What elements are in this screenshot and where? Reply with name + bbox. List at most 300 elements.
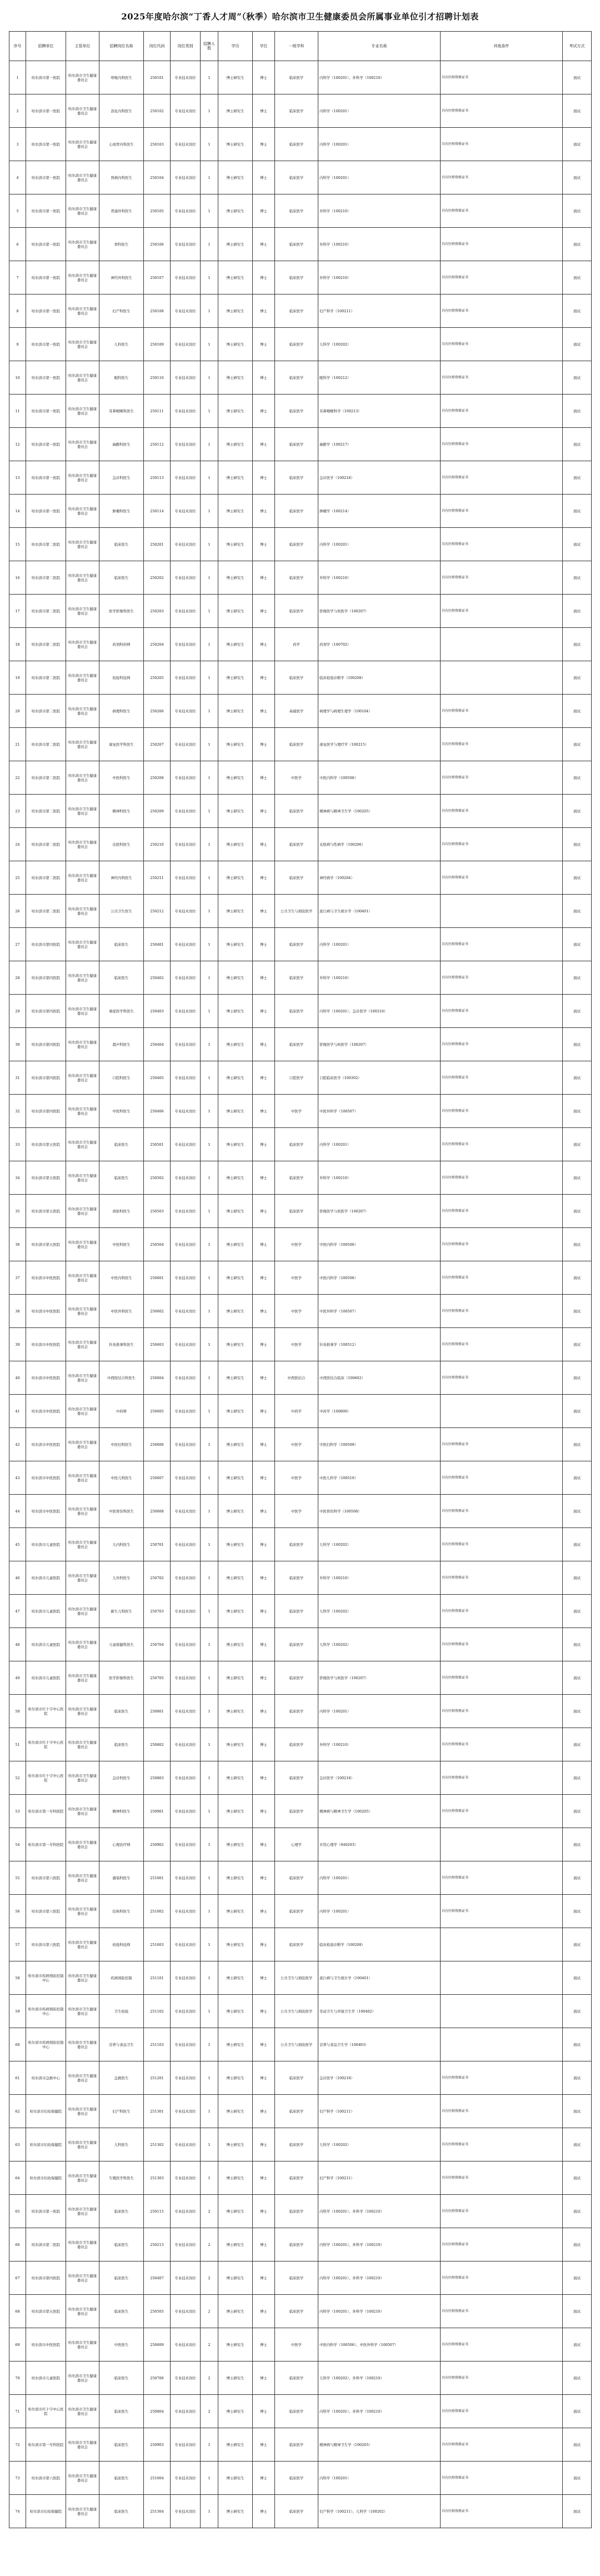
table-cell: 250502: [144, 1161, 171, 1195]
table-cell: 博士研究生: [218, 1528, 253, 1561]
table-cell: 博士: [253, 2195, 275, 2228]
table-cell: 博士: [253, 795, 275, 828]
table-cell: 1: [201, 1595, 218, 1628]
table-cell: 具有医师资格证书: [441, 828, 563, 861]
table-cell: 博士研究生: [218, 1228, 253, 1261]
table-cell: 46: [9, 1561, 26, 1595]
table-row: [9, 395, 592, 428]
table-cell: 应用心理学（040203）: [318, 1828, 441, 1861]
table-row: [9, 1061, 592, 1095]
table-cell: 250113: [144, 461, 171, 495]
table-cell: 博士: [253, 1761, 275, 1795]
table-row: [9, 2195, 592, 2228]
table-cell: 公共卫生与预防医学: [275, 1995, 318, 2028]
table-cell: 专业技术岗位: [171, 94, 201, 128]
table-cell: 博士研究生: [218, 1295, 253, 1328]
table-cell: 公共卫生与预防医学: [275, 895, 318, 928]
table-cell: 15: [9, 528, 26, 561]
table-cell: 具有医师资格证书: [441, 1328, 563, 1361]
table-cell: 哈尔滨市卫生健康委员会: [66, 1095, 99, 1128]
table-cell: 博士研究生: [218, 461, 253, 495]
table-cell: 哈尔滨市卫生健康委员会: [66, 1795, 99, 1828]
table-cell: 哈尔滨市卫生健康委员会: [66, 1495, 99, 1528]
table-cell: 博士研究生: [218, 1028, 253, 1061]
table-cell: 专业技术岗位: [171, 795, 201, 828]
table-cell: 面试: [563, 2395, 592, 2428]
table-cell: 1: [201, 2095, 218, 2128]
table-cell: 专业技术岗位: [171, 2028, 201, 2061]
table-cell: 面试: [563, 1861, 592, 1895]
table-cell: 面试: [563, 1761, 592, 1795]
table-cell: 妇产科学（100211）: [318, 2161, 441, 2195]
table-row: [9, 1161, 592, 1195]
table-cell: 13: [9, 461, 26, 495]
table-cell: 哈尔滨市中医医院: [26, 1461, 66, 1495]
table-cell: 哈尔滨市中医医院: [26, 1295, 66, 1328]
table-cell: 面试: [563, 2195, 592, 2228]
table-row: [9, 1961, 592, 1995]
table-cell: 博士研究生: [218, 2128, 253, 2161]
table-cell: 中医内科学（100506）: [318, 1228, 441, 1261]
table-cell: 博士: [253, 1695, 275, 1728]
table-cell: 51: [9, 1728, 26, 1761]
table-cell: 博士研究生: [218, 2495, 253, 2528]
table-cell: 面试: [563, 1995, 592, 2028]
table-cell: 专业技术岗位: [171, 561, 201, 595]
table-cell: 博士: [253, 2095, 275, 2128]
table-cell: 具有医师资格证书: [441, 294, 563, 328]
table-cell: 内科学（100201）、外科学（100210）: [318, 61, 441, 94]
table-cell: 具有医师资格证书: [441, 1128, 563, 1161]
table-cell: 面试: [563, 728, 592, 761]
table-cell: 临床医学: [275, 795, 318, 828]
table-cell: 临床医学: [275, 1161, 318, 1195]
table-cell: 具有医师资格证书: [441, 861, 563, 895]
table-cell: 博士研究生: [218, 1795, 253, 1828]
table-cell: 专业技术岗位: [171, 194, 201, 228]
table-cell: 面试: [563, 495, 592, 528]
table-cell: 250205: [144, 661, 171, 695]
table-cell: 1: [201, 161, 218, 194]
table-cell: 博士: [253, 2295, 275, 2328]
table-cell: 临床医学: [275, 2295, 318, 2328]
table-cell: 2: [9, 94, 26, 128]
table-row: [9, 1328, 592, 1361]
table-cell: 博士研究生: [218, 1928, 253, 1961]
table-cell: 内科学（100201）、外科学（100210）: [318, 2262, 441, 2295]
table-cell: 中医科医生: [99, 761, 144, 795]
table-row: [9, 2028, 592, 2061]
table-cell: 内科学（100201）: [318, 1895, 441, 1928]
table-cell: 博士: [253, 661, 275, 695]
table-cell: 影像医学与核医学（100207）: [318, 595, 441, 628]
table-cell: 专业技术岗位: [171, 1428, 201, 1461]
table-cell: 面试: [563, 2228, 592, 2262]
table-cell: 临床医学: [275, 1561, 318, 1595]
table-cell: 生殖医学科医生: [99, 2161, 144, 2195]
table-cell: 哈尔滨市第四医院: [26, 1061, 66, 1095]
table-cell: 面试: [563, 1561, 592, 1595]
table-cell: 博士: [253, 628, 275, 661]
table-cell: 哈尔滨市卫生健康委员会: [66, 1461, 99, 1495]
table-cell: 1: [201, 528, 218, 561]
table-cell: 专业技术岗位: [171, 1728, 201, 1761]
table-cell: 专业技术岗位: [171, 395, 201, 428]
table-cell: 临床医学: [275, 161, 318, 194]
header-cell: 学历: [218, 32, 253, 61]
table-cell: 面试: [563, 1461, 592, 1495]
table-row: [9, 2161, 592, 2195]
table-cell: 1: [201, 1528, 218, 1561]
table-cell: 1: [201, 995, 218, 1028]
table-cell: 临床医学: [275, 1028, 318, 1061]
table-cell: 1: [201, 895, 218, 928]
table-cell: 1: [201, 461, 218, 495]
table-cell: 哈尔滨市卫生健康委员会: [66, 695, 99, 728]
table-cell: 博士: [253, 1728, 275, 1761]
table-cell: 专业技术岗位: [171, 828, 201, 861]
table-cell: 面试: [563, 2462, 592, 2495]
table-cell: 儿科学（100202）: [318, 1595, 441, 1628]
table-cell: 专业技术岗位: [171, 428, 201, 461]
table-cell: 临床医学: [275, 1761, 318, 1795]
table-cell: 精神病与精神卫生学（100205）: [318, 2428, 441, 2462]
table-cell: 面试: [563, 61, 592, 94]
table-cell: 中医内科学（100506）、中医外科学（100507）: [318, 2328, 441, 2362]
table-row: [9, 1095, 592, 1128]
table-cell: 专业技术岗位: [171, 1261, 201, 1295]
table-cell: 面试: [563, 1228, 592, 1261]
table-cell: 251201: [144, 2061, 171, 2095]
table-cell: 博士研究生: [218, 1328, 253, 1361]
table-cell: 临床医生: [99, 1728, 144, 1761]
table-cell: 哈尔滨市第五医院: [26, 1228, 66, 1261]
table-cell: 药剂科药师: [99, 628, 144, 661]
table-cell: 专业技术岗位: [171, 1195, 201, 1228]
table-cell: 专业技术岗位: [171, 2362, 201, 2395]
table-cell: 1: [201, 2061, 218, 2095]
table-cell: 临床医学: [275, 94, 318, 128]
table-cell: 250401: [144, 928, 171, 961]
table-cell: 哈尔滨市第一专科医院: [26, 2428, 66, 2462]
table-cell: 中医学: [275, 1428, 318, 1461]
table-cell: 250804: [144, 2395, 171, 2428]
table-row: [9, 1595, 592, 1628]
table-cell: 1: [201, 1761, 218, 1795]
table-cell: 博士研究生: [218, 1895, 253, 1928]
table-cell: 基础医学: [275, 695, 318, 728]
table-cell: 专业技术岗位: [171, 328, 201, 361]
table-cell: 哈尔滨市第二医院: [26, 528, 66, 561]
table-cell: 博士: [253, 1895, 275, 1928]
table-cell: 专业技术岗位: [171, 1695, 201, 1728]
table-cell: 62: [9, 2095, 26, 2128]
table-cell: 69: [9, 2328, 26, 2362]
table-cell: 面试: [563, 1661, 592, 1695]
table-row: [9, 1728, 592, 1761]
table-row: [9, 1461, 592, 1495]
table-cell: 250112: [144, 428, 171, 461]
table-cell: 博士研究生: [218, 261, 253, 294]
table-row: [9, 1528, 592, 1561]
table-cell: 哈尔滨市卫生健康委员会: [66, 1728, 99, 1761]
table-row: [9, 2328, 592, 2362]
header-cell: 招聘单位: [26, 32, 66, 61]
table-cell: 针灸推拿科医生: [99, 1328, 144, 1361]
table-cell: 250501: [144, 1128, 171, 1161]
table-cell: 具有医师资格证书: [441, 1195, 563, 1228]
table-cell: 临床医生: [99, 2228, 144, 2262]
table-cell: 临床医学: [275, 995, 318, 1028]
table-cell: 博士: [253, 228, 275, 261]
table-cell: 哈尔滨市卫生健康委员会: [66, 1695, 99, 1728]
table-row: [9, 1028, 592, 1061]
table-cell: 250211: [144, 861, 171, 895]
table-cell: 250706: [144, 2362, 171, 2395]
table-cell: 皮肤科医生: [99, 828, 144, 861]
table-cell: 临床医学: [275, 128, 318, 161]
table-cell: 1: [201, 1795, 218, 1828]
table-cell: 专业技术岗位: [171, 2495, 201, 2528]
table-cell: 具有医师资格证书: [441, 2395, 563, 2428]
table-cell: 250602: [144, 1295, 171, 1328]
table-cell: 具有医师资格证书: [441, 1561, 563, 1595]
table-cell: 面试: [563, 1728, 592, 1761]
table-cell: 博士研究生: [218, 1195, 253, 1228]
table-cell: 博士: [253, 895, 275, 928]
table-row: [9, 1628, 592, 1661]
table-cell: 21: [9, 728, 26, 761]
table-cell: 博士研究生: [218, 2161, 253, 2195]
table-cell: 具有医师资格证书: [441, 1661, 563, 1695]
table-cell: 哈尔滨市第五医院: [26, 1128, 66, 1161]
table-cell: 专业技术岗位: [171, 1228, 201, 1261]
table-cell: 博士: [253, 1495, 275, 1528]
table-cell: 中医内科学（100506）: [318, 761, 441, 795]
table-cell: 专业技术岗位: [171, 2095, 201, 2128]
table-cell: 哈尔滨市卫生健康委员会: [66, 1595, 99, 1628]
table-cell: 影像医学与核医学（100207）: [318, 1028, 441, 1061]
table-cell: 26: [9, 895, 26, 928]
table-cell: 哈尔滨市卫生健康委员会: [66, 961, 99, 995]
table-cell: 中医外科医生: [99, 1295, 144, 1328]
table-cell: 具有医师资格证书: [441, 2128, 563, 2161]
table-cell: 哈尔滨市红十字中心医院: [26, 1695, 66, 1728]
table-cell: 250210: [144, 828, 171, 861]
table-cell: 博士研究生: [218, 194, 253, 228]
table-cell: 14: [9, 495, 26, 528]
table-cell: 哈尔滨市第二医院: [26, 828, 66, 861]
table-cell: 专业技术岗位: [171, 1295, 201, 1328]
table-cell: 中医学: [275, 1461, 318, 1495]
table-cell: 临床医学: [275, 2195, 318, 2228]
table-cell: 哈尔滨市儿童医院: [26, 1528, 66, 1561]
table-cell: 具有医师资格证书: [441, 1795, 563, 1828]
table-cell: 哈尔滨市卫生健康委员会: [66, 1161, 99, 1195]
table-cell: 哈尔滨市卫生健康委员会: [66, 1295, 99, 1328]
table-cell: 250403: [144, 995, 171, 1028]
table-cell: 博士: [253, 2061, 275, 2095]
table-cell: 博士: [253, 961, 275, 995]
table-cell: 专业技术岗位: [171, 2195, 201, 2228]
table-cell: 博士: [253, 2462, 275, 2495]
table-cell: 博士: [253, 1861, 275, 1895]
table-cell: 哈尔滨市卫生健康委员会: [66, 94, 99, 128]
table-cell: 临床医学: [275, 1928, 318, 1961]
table-row: [9, 1861, 592, 1895]
table-cell: 哈尔滨市第一医院: [26, 2195, 66, 2228]
table-cell: 博士: [253, 995, 275, 1028]
table-cell: 具有医师资格证书: [441, 128, 563, 161]
table-cell: 哈尔滨市第五医院: [26, 1195, 66, 1228]
table-cell: 面试: [563, 961, 592, 995]
table-cell: 专业技术岗位: [171, 1561, 201, 1595]
table-cell: [441, 1395, 563, 1428]
table-cell: 口腔科医生: [99, 1061, 144, 1095]
table-row: [9, 1995, 592, 2028]
table-cell: 250201: [144, 528, 171, 561]
table-cell: 临床医学: [275, 961, 318, 995]
table-cell: 哈尔滨市卫生健康委员会: [66, 2495, 99, 2528]
table-cell: 具有医师资格证书: [441, 2462, 563, 2495]
table-cell: 251003: [144, 1928, 171, 1961]
table-cell: 哈尔滨市卫生健康委员会: [66, 2195, 99, 2228]
table-cell: 250801: [144, 1695, 171, 1728]
table-cell: 哈尔滨市第五医院: [26, 2295, 66, 2328]
table-cell: 面试: [563, 461, 592, 495]
table-cell: 临床医学: [275, 61, 318, 94]
table-row: [9, 1128, 592, 1161]
table-cell: 面试: [563, 1128, 592, 1161]
table-cell: 博士: [253, 1095, 275, 1128]
table-cell: 检验科技师: [99, 661, 144, 695]
table-cell: 专业技术岗位: [171, 1628, 201, 1661]
table-cell: 250704: [144, 1628, 171, 1661]
table-row: [9, 2428, 592, 2462]
table-cell: 250604: [144, 1361, 171, 1395]
table-cell: 博士研究生: [218, 1395, 253, 1428]
table-row: [9, 261, 592, 294]
table-cell: 33: [9, 1128, 26, 1161]
table-cell: 具有医师资格证书: [441, 795, 563, 828]
table-cell: 面试: [563, 1361, 592, 1395]
table-cell: 临床医学: [275, 428, 318, 461]
table-cell: 皮肤病与性病学（100206）: [318, 828, 441, 861]
table-cell: 博士: [253, 328, 275, 361]
table-cell: 面试: [563, 1428, 592, 1461]
table-cell: 博士研究生: [218, 995, 253, 1028]
table-cell: 250608: [144, 1495, 171, 1528]
table-cell: 中医内科学（100506）: [318, 1261, 441, 1295]
table-cell: 内科学（100201）: [318, 928, 441, 961]
table-cell: 中医骨伤科医生: [99, 1495, 144, 1528]
table-cell: 妇产科医生: [99, 294, 144, 328]
table-cell: 专业技术岗位: [171, 1795, 201, 1828]
table-cell: 中药师: [99, 1395, 144, 1428]
table-cell: 博士研究生: [218, 2395, 253, 2428]
table-cell: 1: [201, 2161, 218, 2195]
table-cell: 专业技术岗位: [171, 461, 201, 495]
table-cell: 面试: [563, 1328, 592, 1361]
table-cell: 博士研究生: [218, 61, 253, 94]
table-cell: 1: [201, 1128, 218, 1161]
table-cell: 中医学: [275, 761, 318, 795]
table-cell: 251304: [144, 2495, 171, 2528]
table-cell: 具有医师资格证书: [441, 2495, 563, 2528]
table-cell: 博士: [253, 1995, 275, 2028]
table-cell: 中医学: [275, 1495, 318, 1528]
table-cell: 博士研究生: [218, 228, 253, 261]
table-cell: 29: [9, 995, 26, 1028]
table-cell: 49: [9, 1661, 26, 1695]
table-cell: 具有医师资格证书: [441, 961, 563, 995]
table-cell: 1: [201, 2128, 218, 2161]
table-cell: 临床检验诊断学（100208）: [318, 1928, 441, 1961]
table-cell: 临床医学: [275, 2095, 318, 2128]
table-cell: 临床医学: [275, 1861, 318, 1895]
table-cell: 哈尔滨市妇幼保健院: [26, 2128, 66, 2161]
table-cell: 面试: [563, 428, 592, 461]
table-cell: 2: [201, 2362, 218, 2395]
table-cell: 博士: [253, 1461, 275, 1495]
table-cell: 中医妇科学（100509）: [318, 1428, 441, 1461]
table-cell: 具有医师资格证书: [441, 995, 563, 1028]
table-cell: 250406: [144, 1095, 171, 1128]
table-cell: 2: [201, 2195, 218, 2228]
table-cell: 41: [9, 1395, 26, 1428]
table-row: [9, 1828, 592, 1861]
table-cell: 博士: [253, 194, 275, 228]
table-cell: 外科学（100210）: [318, 561, 441, 595]
table-cell: 专业技术岗位: [171, 761, 201, 795]
table-cell: 1: [201, 1695, 218, 1728]
table-cell: 眼科医生: [99, 361, 144, 395]
table-cell: 面试: [563, 2262, 592, 2295]
table-cell: 肾病内科医生: [99, 161, 144, 194]
table-cell: 哈尔滨市第二医院: [26, 895, 66, 928]
table-cell: 250204: [144, 628, 171, 661]
table-cell: 面试: [563, 2161, 592, 2195]
table-cell: 精神病与精神卫生学（100205）: [318, 1795, 441, 1828]
table-cell: 临床医生: [99, 1161, 144, 1195]
table-cell: 专业技术岗位: [171, 2462, 201, 2495]
table-cell: 消化内科医生: [99, 94, 144, 128]
table-cell: 博士研究生: [218, 1828, 253, 1861]
table-cell: 公共卫生医生: [99, 895, 144, 928]
table-cell: 36: [9, 1228, 26, 1261]
table-cell: 1: [201, 1828, 218, 1861]
table-row: [9, 1261, 592, 1295]
table-cell: 博士: [253, 2395, 275, 2428]
table-cell: 具有医师资格证书: [441, 528, 563, 561]
table-cell: 2: [201, 2262, 218, 2295]
table-cell: 具有医师资格证书: [441, 761, 563, 795]
table-cell: 哈尔滨市第四医院: [26, 961, 66, 995]
table-cell: 临床医生: [99, 1695, 144, 1728]
table-cell: 哈尔滨市卫生健康委员会: [66, 761, 99, 795]
table-cell: 250903: [144, 2428, 171, 2462]
table-cell: 面试: [563, 328, 592, 361]
table-cell: 专业技术岗位: [171, 1028, 201, 1061]
table-cell: 哈尔滨市第六医院: [26, 2462, 66, 2495]
table-cell: 药学: [275, 628, 318, 661]
table-cell: 博士: [253, 2161, 275, 2195]
table-cell: 45: [9, 1528, 26, 1561]
table-row: [9, 761, 592, 795]
table-cell: 博士: [253, 828, 275, 861]
table-cell: 74: [9, 2495, 26, 2528]
table-cell: 重症医学科医生: [99, 995, 144, 1028]
